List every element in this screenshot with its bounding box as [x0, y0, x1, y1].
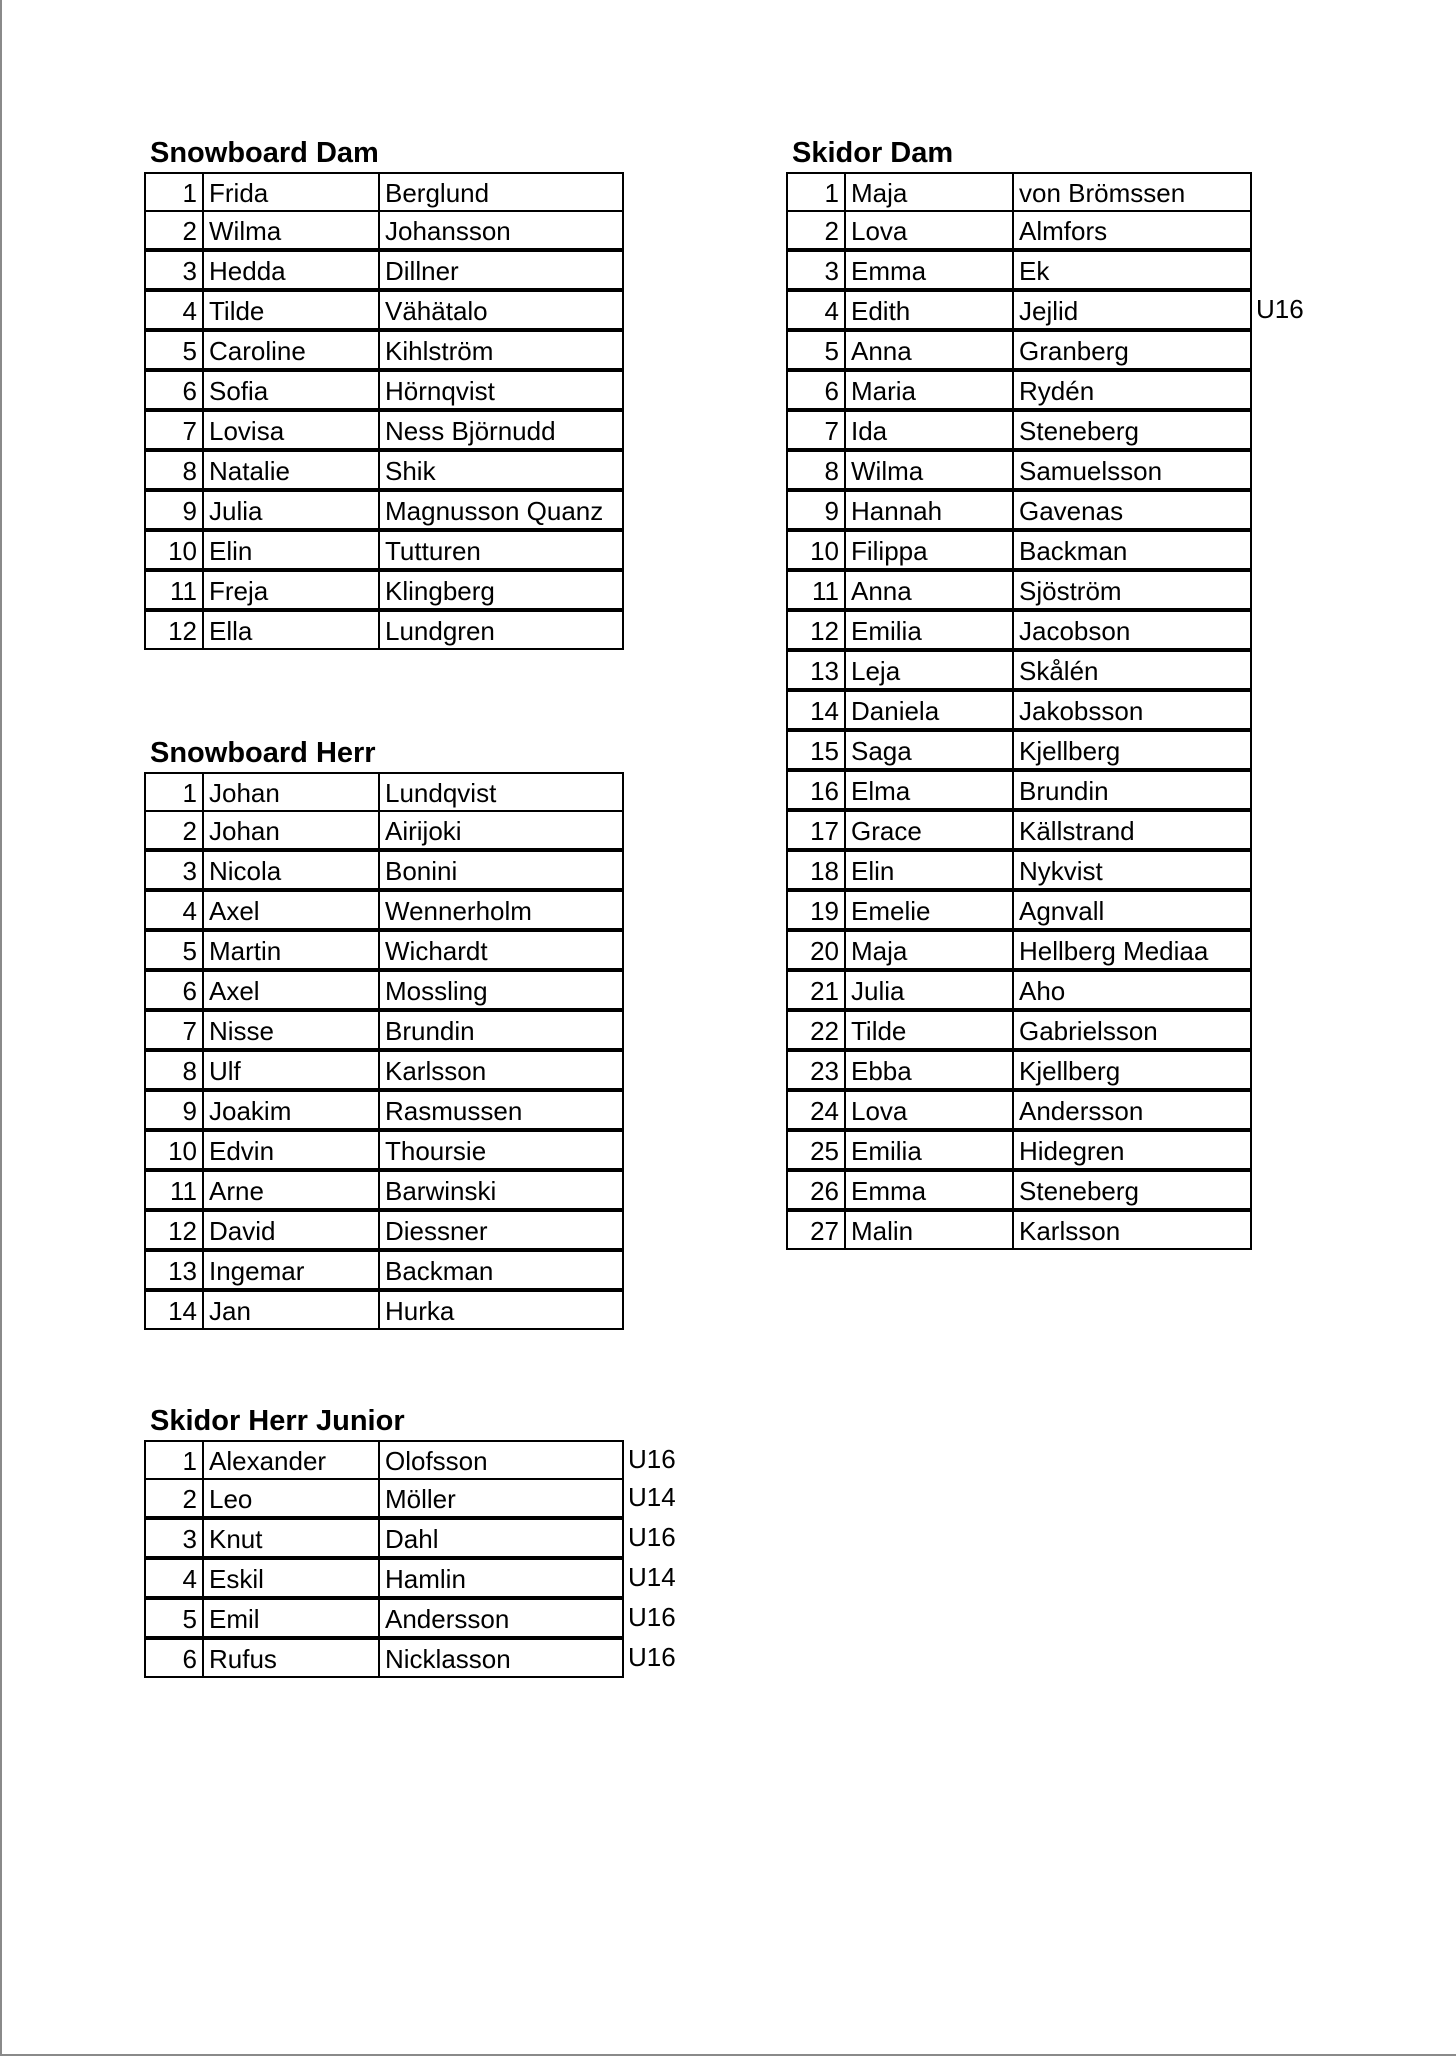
last-name: Andersson	[378, 1598, 624, 1638]
last-name: Olofsson	[378, 1440, 624, 1480]
row-number: 20	[786, 930, 846, 970]
last-name: Sjöström	[1012, 570, 1252, 610]
last-name: Skålén	[1012, 650, 1252, 690]
first-name: Maria	[844, 370, 1014, 410]
last-name: von Brömssen	[1012, 172, 1252, 212]
row-number: 3	[786, 250, 846, 290]
row-number: 13	[786, 650, 846, 690]
table-row	[786, 812, 1135, 852]
last-name: Aho	[1012, 970, 1252, 1010]
last-name: Samuelsson	[1012, 450, 1252, 490]
last-name: Kihlström	[378, 330, 624, 370]
table-row	[786, 212, 1108, 252]
age-class: U16	[628, 1444, 676, 1474]
first-name: Maja	[844, 172, 1014, 212]
first-name: Johan	[202, 772, 380, 812]
table-row	[144, 972, 488, 1012]
table-row	[144, 372, 495, 412]
row-number: 25	[786, 1130, 846, 1170]
participant-table	[144, 772, 532, 1332]
last-name: Agnvall	[1012, 890, 1252, 930]
row-number: 27	[786, 1210, 846, 1250]
first-name: Emil	[202, 1598, 380, 1638]
last-name: Rasmussen	[378, 1090, 624, 1130]
row-number: 12	[786, 610, 846, 650]
first-name: Leja	[844, 650, 1014, 690]
row-number: 5	[144, 330, 204, 370]
first-name: Rufus	[202, 1638, 380, 1678]
table-row	[144, 1440, 676, 1480]
first-name: Grace	[844, 810, 1014, 850]
last-name: Wennerholm	[378, 890, 624, 930]
first-name: Ulf	[202, 1050, 380, 1090]
row-number: 7	[786, 410, 846, 450]
first-name: Frida	[202, 172, 380, 212]
last-name: Brundin	[378, 1010, 624, 1050]
first-name: Caroline	[202, 330, 380, 370]
first-name: Johan	[202, 810, 380, 850]
row-number: 6	[144, 970, 204, 1010]
row-number: 11	[144, 1170, 204, 1210]
row-number: 22	[786, 1010, 846, 1050]
last-name: Bonini	[378, 850, 624, 890]
first-name: Emilia	[844, 1130, 1014, 1170]
table-row	[786, 972, 1066, 1012]
row-number: 9	[786, 490, 846, 530]
age-class: U16	[628, 1642, 676, 1672]
row-number: 3	[144, 1518, 204, 1558]
row-number: 10	[144, 530, 204, 570]
table-row	[786, 652, 1099, 692]
row-number: 3	[144, 850, 204, 890]
row-number: 8	[786, 450, 846, 490]
row-number: 2	[144, 1478, 204, 1518]
first-name: Filippa	[844, 530, 1014, 570]
row-number: 2	[144, 810, 204, 850]
table-row	[144, 492, 604, 532]
first-name: Jan	[202, 1290, 380, 1330]
row-number: 5	[786, 330, 846, 370]
row-number: 9	[144, 1090, 204, 1130]
table-row	[786, 252, 1050, 292]
row-number: 21	[786, 970, 846, 1010]
table-row	[786, 1172, 1139, 1212]
participant-table	[144, 1440, 676, 1680]
first-name: Ella	[202, 610, 380, 650]
last-name: Airijoki	[378, 810, 624, 850]
first-name: Emma	[844, 1170, 1014, 1210]
last-name: Almfors	[1012, 210, 1252, 250]
first-name: Anna	[844, 570, 1014, 610]
last-name: Klingberg	[378, 570, 624, 610]
table-row	[144, 852, 458, 892]
table-row	[786, 772, 1109, 812]
table-row	[144, 1212, 488, 1252]
first-name: Ebba	[844, 1050, 1014, 1090]
row-number: 18	[786, 850, 846, 890]
first-name: Tilde	[844, 1010, 1014, 1050]
last-name: Thoursie	[378, 1130, 624, 1170]
row-number: 15	[786, 730, 846, 770]
first-name: Axel	[202, 970, 380, 1010]
table-row	[786, 572, 1122, 612]
table-row	[144, 892, 532, 932]
participant-table	[786, 172, 1304, 1252]
last-name: Rydén	[1012, 370, 1252, 410]
table-row	[786, 292, 1304, 332]
table-row	[144, 932, 488, 972]
last-name: Jacobson	[1012, 610, 1252, 650]
row-number: 4	[144, 890, 204, 930]
table-row	[786, 372, 1095, 412]
last-name: Jakobsson	[1012, 690, 1252, 730]
last-name: Backman	[378, 1250, 624, 1290]
row-number: 12	[144, 1210, 204, 1250]
row-number: 14	[144, 1290, 204, 1330]
last-name: Kjellberg	[1012, 730, 1252, 770]
last-name: Ek	[1012, 250, 1252, 290]
last-name: Diessner	[378, 1210, 624, 1250]
table-row	[144, 772, 497, 812]
table-row	[144, 1292, 455, 1332]
table-row	[144, 1600, 676, 1640]
last-name: Karlsson	[378, 1050, 624, 1090]
table-row	[786, 1052, 1121, 1092]
last-name: Dillner	[378, 250, 624, 290]
table-row	[786, 1092, 1144, 1132]
last-name: Mossling	[378, 970, 624, 1010]
row-number: 1	[786, 172, 846, 212]
first-name: Emma	[844, 250, 1014, 290]
table-row	[144, 1560, 676, 1600]
row-number: 4	[786, 290, 846, 330]
last-name: Hurka	[378, 1290, 624, 1330]
table-row	[144, 172, 490, 212]
last-name: Wichardt	[378, 930, 624, 970]
last-name: Berglund	[378, 172, 624, 212]
table-row	[786, 892, 1105, 932]
last-name: Magnusson Quanz	[378, 490, 624, 530]
age-class: U14	[628, 1482, 676, 1512]
row-number: 19	[786, 890, 846, 930]
section-snowboard-herr	[144, 734, 532, 1332]
age-class: U14	[628, 1562, 676, 1592]
row-number: 9	[144, 490, 204, 530]
section-title: Snowboard Herr	[150, 737, 376, 769]
last-name: Karlsson	[1012, 1210, 1252, 1250]
table-row	[144, 572, 495, 612]
first-name: Lova	[844, 210, 1014, 250]
first-name: Tilde	[202, 290, 380, 330]
age-class: U16	[628, 1522, 676, 1552]
row-number: 4	[144, 1558, 204, 1598]
table-row	[144, 452, 436, 492]
table-row	[786, 1132, 1125, 1172]
section-skidor-dam	[786, 134, 1304, 1252]
last-name: Backman	[1012, 530, 1252, 570]
row-number: 2	[144, 210, 204, 250]
first-name: Elin	[844, 850, 1014, 890]
last-name: Vähätalo	[378, 290, 624, 330]
row-number: 7	[144, 1010, 204, 1050]
first-name: Arne	[202, 1170, 380, 1210]
first-name: Emilia	[844, 610, 1014, 650]
last-name: Gabrielsson	[1012, 1010, 1252, 1050]
table-row	[144, 212, 511, 252]
row-number: 12	[144, 610, 204, 650]
last-name: Nykvist	[1012, 850, 1252, 890]
first-name: Edvin	[202, 1130, 380, 1170]
age-class: U16	[1256, 294, 1304, 324]
table-row	[144, 1172, 497, 1212]
table-row	[144, 1520, 676, 1560]
row-number: 10	[144, 1130, 204, 1170]
row-number: 5	[144, 1598, 204, 1638]
first-name: Axel	[202, 890, 380, 930]
table-row	[144, 1012, 475, 1052]
last-name: Shik	[378, 450, 624, 490]
first-name: Elin	[202, 530, 380, 570]
first-name: Natalie	[202, 450, 380, 490]
table-row	[786, 692, 1144, 732]
table-row	[786, 532, 1128, 572]
last-name: Barwinski	[378, 1170, 624, 1210]
row-number: 23	[786, 1050, 846, 1090]
row-number: 14	[786, 690, 846, 730]
first-name: Eskil	[202, 1558, 380, 1598]
table-row	[144, 1132, 487, 1172]
last-name: Gavenas	[1012, 490, 1252, 530]
first-name: Nisse	[202, 1010, 380, 1050]
first-name: Lova	[844, 1090, 1014, 1130]
table-row	[786, 852, 1103, 892]
last-name: Lundqvist	[378, 772, 624, 812]
table-row	[144, 532, 481, 572]
table-row	[144, 412, 556, 452]
last-name: Steneberg	[1012, 1170, 1252, 1210]
first-name: Maja	[844, 930, 1014, 970]
first-name: Daniela	[844, 690, 1014, 730]
first-name: Martin	[202, 930, 380, 970]
last-name: Tutturen	[378, 530, 624, 570]
row-number: 10	[786, 530, 846, 570]
section-title: Snowboard Dam	[150, 137, 379, 169]
last-name: Hellberg Mediaa	[1012, 930, 1252, 970]
first-name: Ingemar	[202, 1250, 380, 1290]
first-name: Edith	[844, 290, 1014, 330]
table-row	[144, 812, 462, 852]
age-class: U16	[628, 1602, 676, 1632]
last-name: Dahl	[378, 1518, 624, 1558]
section-title: Skidor Herr Junior	[150, 1405, 405, 1437]
first-name: Alexander	[202, 1440, 380, 1480]
participant-table	[144, 172, 604, 652]
first-name: Anna	[844, 330, 1014, 370]
last-name: Källstrand	[1012, 810, 1252, 850]
first-name: Malin	[844, 1210, 1014, 1250]
last-name: Hidegren	[1012, 1130, 1252, 1170]
table-row	[144, 1640, 676, 1680]
last-name: Jejlid	[1012, 290, 1252, 330]
first-name: Hedda	[202, 250, 380, 290]
table-row	[786, 332, 1129, 372]
table-row	[144, 292, 488, 332]
first-name: Knut	[202, 1518, 380, 1558]
last-name: Johansson	[378, 210, 624, 250]
first-name: Julia	[202, 490, 380, 530]
first-name: Wilma	[844, 450, 1014, 490]
first-name: Ida	[844, 410, 1014, 450]
row-number: 1	[144, 772, 204, 812]
table-row	[144, 612, 495, 652]
row-number: 24	[786, 1090, 846, 1130]
first-name: Elma	[844, 770, 1014, 810]
row-number: 1	[144, 1440, 204, 1480]
row-number: 16	[786, 770, 846, 810]
row-number: 6	[786, 370, 846, 410]
row-number: 8	[144, 1050, 204, 1090]
last-name: Nicklasson	[378, 1638, 624, 1678]
row-number: 5	[144, 930, 204, 970]
first-name: Julia	[844, 970, 1014, 1010]
table-row	[786, 412, 1139, 452]
first-name: Freja	[202, 570, 380, 610]
first-name: Joakim	[202, 1090, 380, 1130]
first-name: Sofia	[202, 370, 380, 410]
table-row	[144, 1252, 494, 1292]
table-row	[786, 452, 1163, 492]
row-number: 13	[144, 1250, 204, 1290]
row-number: 17	[786, 810, 846, 850]
first-name: Saga	[844, 730, 1014, 770]
table-row	[786, 732, 1121, 772]
table-row	[786, 172, 1186, 212]
table-row	[786, 492, 1124, 532]
table-row	[786, 612, 1131, 652]
first-name: Leo	[202, 1478, 380, 1518]
first-name: Wilma	[202, 210, 380, 250]
table-row	[786, 1212, 1121, 1252]
section-title: Skidor Dam	[792, 137, 954, 169]
section-skidor-herr-junior	[144, 1402, 676, 1680]
last-name: Andersson	[1012, 1090, 1252, 1130]
last-name: Ness Björnudd	[378, 410, 624, 450]
row-number: 7	[144, 410, 204, 450]
row-number: 8	[144, 450, 204, 490]
row-number: 4	[144, 290, 204, 330]
table-row	[144, 1052, 487, 1092]
last-name: Brundin	[1012, 770, 1252, 810]
row-number: 2	[786, 210, 846, 250]
first-name: Hannah	[844, 490, 1014, 530]
last-name: Kjellberg	[1012, 1050, 1252, 1090]
page-edge	[0, 0, 2, 2056]
row-number: 1	[144, 172, 204, 212]
section-snowboard-dam	[144, 134, 604, 652]
last-name: Steneberg	[1012, 410, 1252, 450]
last-name: Hamlin	[378, 1558, 624, 1598]
first-name: Nicola	[202, 850, 380, 890]
row-number: 6	[144, 370, 204, 410]
row-number: 11	[144, 570, 204, 610]
table-row	[786, 1012, 1158, 1052]
first-name: Emelie	[844, 890, 1014, 930]
row-number: 3	[144, 250, 204, 290]
last-name: Möller	[378, 1478, 624, 1518]
table-row	[144, 1480, 676, 1520]
table-row	[144, 252, 459, 292]
last-name: Lundgren	[378, 610, 624, 650]
first-name: Lovisa	[202, 410, 380, 450]
table-row	[786, 932, 1209, 972]
first-name: David	[202, 1210, 380, 1250]
table-row	[144, 1092, 523, 1132]
row-number: 6	[144, 1638, 204, 1678]
table-row	[144, 332, 494, 372]
row-number: 26	[786, 1170, 846, 1210]
row-number: 11	[786, 570, 846, 610]
last-name: Hörnqvist	[378, 370, 624, 410]
last-name: Granberg	[1012, 330, 1252, 370]
